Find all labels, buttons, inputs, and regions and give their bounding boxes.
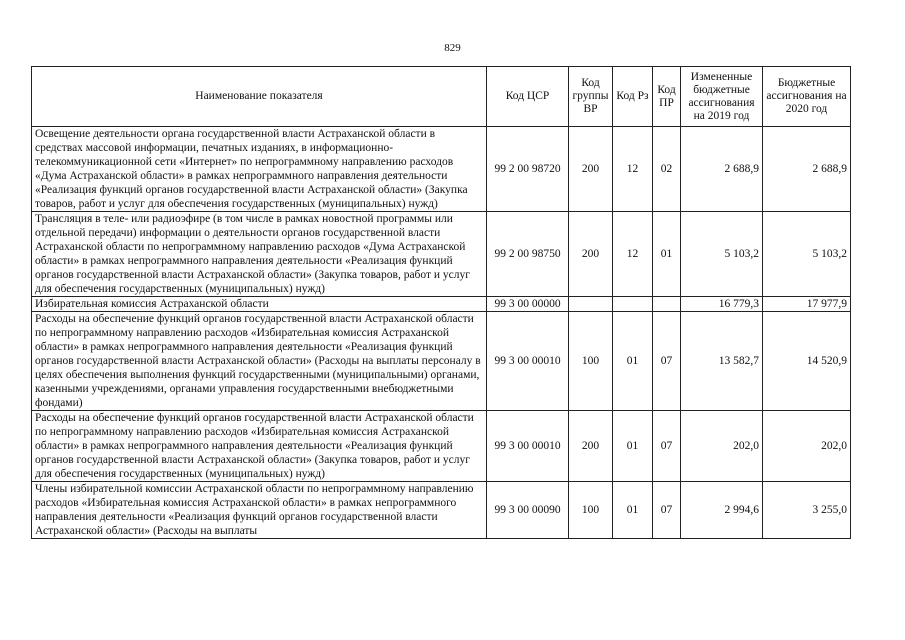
row-2019: 5 103,2 [681, 212, 763, 297]
row-name: Избирательная комиссия Астраханской области [32, 297, 487, 312]
table-header-row [32, 67, 851, 127]
header-2020: Бюджетные ассигнования на 2020 год [763, 67, 851, 127]
table-row [32, 212, 851, 297]
row-csr: 99 3 00 00010 [487, 411, 569, 482]
row-vr: 200 [569, 212, 613, 297]
header-vr: Код группы ВР [569, 67, 613, 127]
row-csr: 99 3 00 00090 [487, 482, 569, 539]
row-rz: 01 [613, 411, 653, 482]
row-rz: 12 [613, 212, 653, 297]
row-2020: 2 688,9 [763, 127, 851, 212]
row-2020: 3 255,0 [763, 482, 851, 539]
page-number: 829 [444, 42, 461, 54]
row-name: Члены избирательной комиссии Астраханской области по непрограммному направлению расходов «Избирательная комиссия Астраханской области» в рамках непрограммного направления деятельности «Реализация функций органов государственной власти Астраханской области» (Расходы на выплаты [32, 482, 487, 539]
row-pr: 07 [653, 312, 681, 411]
row-name: Трансляция в теле- или радиоэфире (в том числе в рамках новостной программы или отдельной передачи) информации о деятельности органов государственной власти Астраханской области по непрограммному направлению расходов «Дума Астраханской области» в рамках непрограммного направления деятельности «Реализация функций органов государственной власти Астраханской области» (Закупка товаров, работ и услуг для обеспечения государственных (муниципальных) нужд) [32, 212, 487, 297]
row-2019: 16 779,3 [681, 297, 763, 312]
row-vr: 200 [569, 411, 613, 482]
table-row [32, 312, 851, 411]
header-rz: Код Рз [613, 67, 653, 127]
row-csr: 99 2 00 98720 [487, 127, 569, 212]
row-rz: 01 [613, 482, 653, 539]
budget-table [31, 66, 851, 539]
row-name: Расходы на обеспечение функций органов государственной власти Астраханской области по непрограммному направлению расходов «Избирательная комиссия Астраханской области» в рамках непрограммного направления деятельности «Реализация функций органов государственной власти Астраханской области» (Расходы на выплаты персоналу в целях обеспечения выполнения функций государственными (муниципальными) органами, казенными учреждениями, органами управления государственными внебюджетными фондами) [32, 312, 487, 411]
row-vr: 100 [569, 482, 613, 539]
row-2020: 14 520,9 [763, 312, 851, 411]
row-vr [569, 297, 613, 312]
row-2020: 202,0 [763, 411, 851, 482]
row-pr: 07 [653, 482, 681, 539]
row-pr: 02 [653, 127, 681, 212]
row-2019: 2 994,6 [681, 482, 763, 539]
row-pr: 07 [653, 411, 681, 482]
row-csr: 99 3 00 00000 [487, 297, 569, 312]
table-row [32, 482, 851, 539]
row-rz: 12 [613, 127, 653, 212]
table-row [32, 127, 851, 212]
table-row [32, 411, 851, 482]
row-pr: 01 [653, 212, 681, 297]
row-pr [653, 297, 681, 312]
row-csr: 99 2 00 98750 [487, 212, 569, 297]
row-2019: 2 688,9 [681, 127, 763, 212]
row-2019: 13 582,7 [681, 312, 763, 411]
table-row [32, 297, 851, 312]
row-rz: 01 [613, 312, 653, 411]
header-pr: Код ПР [653, 67, 681, 127]
row-csr: 99 3 00 00010 [487, 312, 569, 411]
row-2019: 202,0 [681, 411, 763, 482]
row-vr: 200 [569, 127, 613, 212]
row-2020: 5 103,2 [763, 212, 851, 297]
row-name: Расходы на обеспечение функций органов государственной власти Астраханской области по непрограммному направлению расходов «Избирательная комиссия Астраханской области» в рамках непрограммного направления деятельности «Реализация функций органов государственной власти Астраханской области» (Закупка товаров, работ и услуг для обеспечения государственных (муниципальных) нужд) [32, 411, 487, 482]
header-name: Наименование показателя [32, 67, 487, 127]
header-csr: Код ЦСР [487, 67, 569, 127]
row-vr: 100 [569, 312, 613, 411]
row-rz [613, 297, 653, 312]
header-2019: Измененные бюджетные ассигнования на 2019 год [681, 67, 763, 127]
row-name: Освещение деятельности органа государственной власти Астраханской области в средствах массовой информации, печатных изданиях, в информационно-телекоммуникационной сети «Интернет» по непрограммному направлению расходов «Дума Астраханской области» в рамках непрограммного направления деятельности «Реализация функций органов государственной власти Астраханской области» (Закупка товаров, работ и услуг для обеспечения государственных (муниципальных) нужд) [32, 127, 487, 212]
row-2020: 17 977,9 [763, 297, 851, 312]
